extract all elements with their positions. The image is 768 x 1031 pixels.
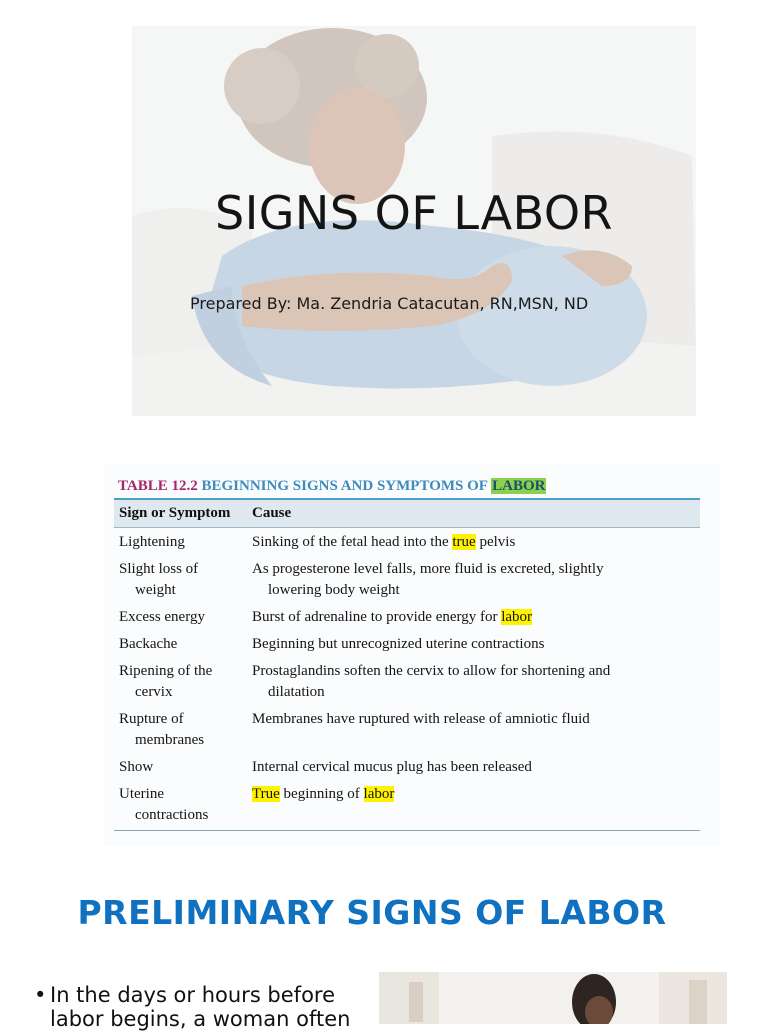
- highlighted-text: labor: [363, 786, 395, 802]
- table-slide: [104, 464, 720, 846]
- cell-sign-line: Lightening: [119, 534, 185, 550]
- section-title: PRELIMINARY SIGNS OF LABOR: [77, 893, 667, 932]
- cell-cause: [252, 634, 697, 655]
- cause-text: As progesterone level falls, more fluid is excreted, slightly: [252, 561, 604, 577]
- cell-sign: [119, 784, 249, 826]
- cell-sign: [119, 661, 249, 703]
- bullet-text: In the days or hours before labor begins, a woman often: [50, 983, 351, 1031]
- cell-cause-line: [252, 661, 697, 682]
- cell-sign: [119, 634, 249, 655]
- cell-cause-line: [252, 532, 697, 553]
- cell-sign-line: Show: [119, 759, 154, 775]
- cell-sign-line: Uterine: [119, 786, 164, 802]
- bullet-dot: •: [34, 983, 47, 1007]
- cell-sign-line: Backache: [119, 636, 178, 652]
- cell-cause: [252, 709, 697, 730]
- cell-sign-line: Slight loss of: [119, 561, 199, 577]
- cell-cause-line: [252, 682, 697, 703]
- cause-text: Membranes have ruptured with release of amniotic fluid: [252, 711, 590, 727]
- column-header-cause: Cause: [252, 505, 292, 521]
- cell-cause-line: [252, 634, 697, 655]
- cause-text: Burst of adrenaline to provide energy for: [252, 609, 502, 625]
- cause-text: beginning of: [279, 786, 364, 802]
- table-heading: [118, 478, 546, 495]
- title-slide: [132, 26, 696, 416]
- cause-text: lowering body weight: [268, 582, 400, 598]
- highlighted-text: labor: [501, 609, 533, 625]
- cause-text: dilatation: [268, 684, 325, 700]
- cause-text: Beginning but unrecognized uterine contractions: [252, 636, 545, 652]
- cell-sign-line: weight: [135, 582, 176, 598]
- cell-sign: [119, 709, 249, 751]
- cell-cause: [252, 757, 697, 778]
- cell-cause: [252, 559, 697, 601]
- cell-cause: [252, 532, 697, 553]
- cell-sign-line: cervix: [135, 684, 173, 700]
- cause-text: Prostaglandins soften the cervix to allow for shortening and: [252, 663, 611, 679]
- cell-sign: [119, 559, 249, 601]
- highlighted-text: True: [252, 786, 280, 802]
- cell-cause-line: [252, 757, 697, 778]
- table-number: TABLE 12.2: [118, 478, 198, 494]
- column-header-sign: Sign or Symptom: [119, 505, 231, 521]
- cell-sign: [119, 532, 249, 553]
- highlighted-text: true: [452, 534, 476, 550]
- cell-cause-line: [252, 607, 697, 628]
- cell-cause-line: [252, 580, 697, 601]
- table-header-row: [114, 500, 700, 528]
- cause-text: pelvis: [475, 534, 516, 550]
- cell-sign: [119, 607, 249, 628]
- cell-sign-line: membranes: [135, 732, 205, 748]
- cell-cause: [252, 784, 697, 805]
- cause-text: Sinking of the fetal head into the: [252, 534, 453, 550]
- table-heading-highlight: LABOR: [492, 478, 546, 494]
- cell-cause-line: [252, 709, 697, 730]
- cell-cause-line: [252, 784, 697, 805]
- cell-cause: [252, 607, 697, 628]
- cell-sign-line: Rupture of: [119, 711, 184, 727]
- cell-cause-line: [252, 559, 697, 580]
- cell-sign: [119, 757, 249, 778]
- cause-text: Internal cervical mucus plug has been released: [252, 759, 532, 775]
- cell-sign-line: contractions: [135, 807, 209, 823]
- table-bottom-rule: [114, 830, 700, 831]
- slide-title: SIGNS OF LABOR: [215, 186, 613, 240]
- cell-cause: [252, 661, 697, 703]
- woman-photo: [379, 972, 727, 1024]
- cell-sign-line: Ripening of the: [119, 663, 213, 679]
- table-heading-text: BEGINNING SIGNS AND SYMPTOMS OF: [201, 478, 488, 494]
- slide-subtitle: Prepared By: Ma. Zendria Catacutan, RN,MSN, ND: [190, 294, 589, 313]
- cell-sign-line: Excess energy: [119, 609, 205, 625]
